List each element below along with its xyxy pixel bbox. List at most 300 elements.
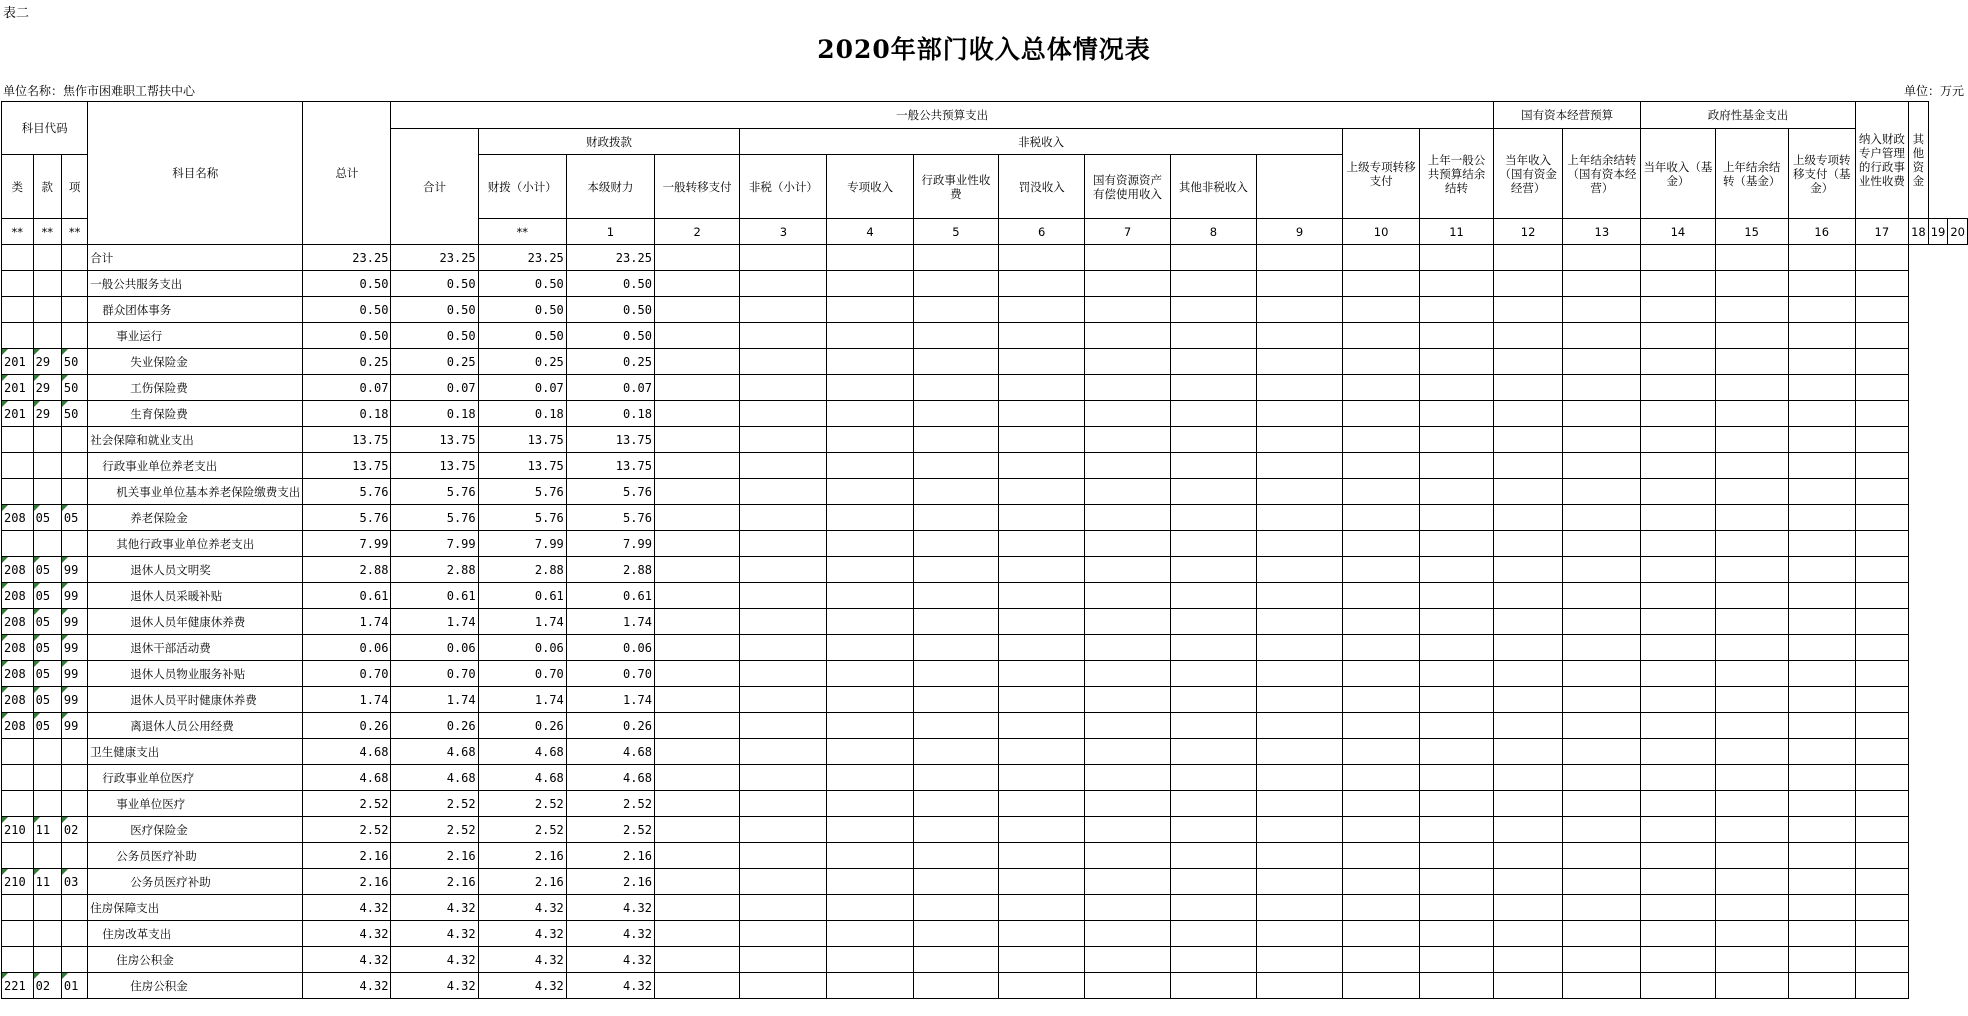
code-lei-cell: 208 (2, 713, 34, 739)
empty-cell (1855, 635, 1908, 661)
subtotal-cell: 0.50 (391, 271, 478, 297)
column-number-cell: 10 (1342, 219, 1419, 245)
table-row (2, 895, 1968, 921)
code-xiang-cell (61, 479, 87, 505)
empty-cell (1170, 791, 1256, 817)
subject-name-cell: 机关事业单位基本养老保险缴费支出 (88, 479, 303, 505)
empty-cell (654, 921, 739, 947)
empty-cell (827, 505, 913, 531)
local-finance-cell: 13.75 (566, 427, 654, 453)
fiscal-subtotal-cell: 2.88 (478, 557, 566, 583)
empty-cell (1493, 375, 1563, 401)
code-xiang-cell: 99 (61, 583, 87, 609)
empty-cell (827, 583, 913, 609)
empty-cell (1257, 739, 1343, 765)
empty-cell (740, 635, 827, 661)
code-xiang-cell: 01 (61, 973, 87, 999)
local-finance-cell: 0.50 (566, 297, 654, 323)
empty-cell (1788, 739, 1855, 765)
local-finance-cell: 4.32 (566, 921, 654, 947)
header-non-tax-subtotal: 非税（小计） (740, 155, 827, 219)
empty-cell (913, 479, 998, 505)
subtotal-cell: 1.74 (391, 687, 478, 713)
empty-cell (1085, 297, 1170, 323)
empty-cell (654, 739, 739, 765)
empty-cell (1715, 635, 1788, 661)
empty-cell (1257, 427, 1343, 453)
header-fund-prev: 上年结余结转（基金） (1715, 129, 1788, 219)
header-general-budget: 一般公共预算支出 (391, 102, 1493, 129)
empty-cell (654, 245, 739, 271)
empty-cell (1085, 947, 1170, 973)
empty-cell (1563, 609, 1641, 635)
code-lei-cell: 201 (2, 349, 34, 375)
empty-cell (827, 661, 913, 687)
code-kuan-cell (33, 739, 61, 765)
fiscal-subtotal-cell: 4.32 (478, 895, 566, 921)
code-lei-cell (2, 245, 34, 271)
empty-cell (1170, 843, 1256, 869)
empty-cell (1420, 635, 1494, 661)
empty-cell (1641, 557, 1715, 583)
empty-cell (999, 323, 1085, 349)
empty-cell (999, 297, 1085, 323)
sheet-label: 表二 (3, 6, 30, 21)
empty-cell (1855, 661, 1908, 687)
empty-cell (1855, 817, 1908, 843)
fiscal-subtotal-cell: 0.06 (478, 635, 566, 661)
empty-cell (913, 947, 998, 973)
empty-cell (654, 453, 739, 479)
empty-cell (913, 531, 998, 557)
empty-cell (1715, 349, 1788, 375)
empty-cell (1493, 687, 1563, 713)
empty-cell (1342, 895, 1419, 921)
empty-cell (827, 739, 913, 765)
empty-cell (654, 271, 739, 297)
empty-cell (1342, 245, 1419, 271)
table-row (2, 583, 1968, 609)
empty-cell (1715, 271, 1788, 297)
empty-cell (1342, 375, 1419, 401)
local-finance-cell: 5.76 (566, 479, 654, 505)
code-xiang-cell (61, 739, 87, 765)
code-lei-cell: 208 (2, 609, 34, 635)
subject-name-cell: 卫生健康支出 (88, 739, 303, 765)
empty-cell (1170, 947, 1256, 973)
empty-cell (1855, 531, 1908, 557)
subtotal-cell: 4.32 (391, 921, 478, 947)
subtotal-cell: 2.16 (391, 843, 478, 869)
code-xiang-cell (61, 323, 87, 349)
empty-cell (1715, 687, 1788, 713)
empty-cell (1257, 583, 1343, 609)
total-cell: 0.18 (303, 401, 391, 427)
local-finance-cell: 4.32 (566, 895, 654, 921)
empty-cell (1641, 375, 1715, 401)
code-lei-cell: 210 (2, 869, 34, 895)
fiscal-subtotal-cell: 2.52 (478, 791, 566, 817)
table-row (2, 375, 1968, 401)
subject-name-cell: 退休人员采暖补贴 (88, 583, 303, 609)
header-state-asset-income: 国有资源资产有偿使用收入 (1085, 155, 1170, 219)
empty-cell (1170, 869, 1256, 895)
empty-cell (1563, 791, 1641, 817)
empty-cell (1855, 609, 1908, 635)
empty-cell (999, 713, 1085, 739)
empty-cell (740, 271, 827, 297)
local-finance-cell: 0.50 (566, 323, 654, 349)
empty-cell (1641, 765, 1715, 791)
column-number-cell: ** (61, 219, 87, 245)
empty-cell (1420, 531, 1494, 557)
empty-cell (1493, 583, 1563, 609)
empty-cell (827, 531, 913, 557)
empty-cell (1257, 973, 1343, 999)
code-lei-cell (2, 297, 34, 323)
subtotal-cell: 4.32 (391, 947, 478, 973)
code-xiang-cell (61, 453, 87, 479)
empty-cell (1170, 271, 1256, 297)
empty-cell (913, 869, 998, 895)
empty-cell (1641, 479, 1715, 505)
empty-cell (1420, 245, 1494, 271)
header-special-account: 纳入财政专户管理的行政事业性收费 (1855, 102, 1908, 219)
subject-name-cell: 事业运行 (88, 323, 303, 349)
empty-cell (1493, 791, 1563, 817)
empty-cell (1170, 401, 1256, 427)
empty-cell (1788, 401, 1855, 427)
code-xiang-cell (61, 427, 87, 453)
empty-cell (1715, 713, 1788, 739)
empty-cell (1788, 427, 1855, 453)
empty-cell (1493, 453, 1563, 479)
empty-cell (1563, 661, 1641, 687)
empty-cell (1563, 921, 1641, 947)
code-kuan-cell (33, 531, 61, 557)
column-number-cell: 18 (1909, 219, 1929, 245)
fiscal-subtotal-cell: 4.68 (478, 765, 566, 791)
table-row (2, 323, 1968, 349)
table-row (2, 609, 1968, 635)
empty-cell (654, 427, 739, 453)
code-lei-cell: 208 (2, 635, 34, 661)
subtotal-cell: 4.68 (391, 765, 478, 791)
empty-cell (654, 817, 739, 843)
local-finance-cell: 2.52 (566, 791, 654, 817)
code-kuan-cell: 29 (33, 349, 61, 375)
fiscal-subtotal-cell: 0.25 (478, 349, 566, 375)
empty-cell (1563, 947, 1641, 973)
empty-cell (1342, 869, 1419, 895)
empty-cell (1641, 895, 1715, 921)
empty-cell (1641, 921, 1715, 947)
empty-cell (1563, 349, 1641, 375)
empty-cell (1715, 791, 1788, 817)
empty-cell (1641, 817, 1715, 843)
table-row (2, 297, 1968, 323)
empty-cell (1855, 271, 1908, 297)
empty-cell (999, 791, 1085, 817)
empty-cell (827, 271, 913, 297)
empty-cell (1715, 947, 1788, 973)
empty-cell (1342, 765, 1419, 791)
empty-cell (913, 843, 998, 869)
subject-name-cell: 失业保险金 (88, 349, 303, 375)
empty-cell (1085, 583, 1170, 609)
column-number-cell: 9 (1257, 219, 1343, 245)
empty-cell (1788, 921, 1855, 947)
empty-cell (1342, 687, 1419, 713)
empty-cell (1493, 271, 1563, 297)
header-kuan: 款 (33, 155, 61, 219)
empty-cell (740, 609, 827, 635)
fiscal-subtotal-cell: 4.32 (478, 947, 566, 973)
empty-cell (827, 921, 913, 947)
fiscal-subtotal-cell: 0.26 (478, 713, 566, 739)
empty-cell (654, 791, 739, 817)
empty-cell (654, 323, 739, 349)
header-fund-current: 当年收入（基金） (1641, 129, 1715, 219)
empty-cell (1420, 947, 1494, 973)
total-cell: 4.32 (303, 895, 391, 921)
empty-cell (1170, 921, 1256, 947)
local-finance-cell: 0.26 (566, 713, 654, 739)
empty-cell (1085, 817, 1170, 843)
subtotal-cell: 4.32 (391, 895, 478, 921)
unit-name: 单位名称：焦作市困难职工帮扶中心 (3, 84, 196, 98)
header-admin-fees: 行政事业性收费 (913, 155, 998, 219)
empty-cell (1855, 843, 1908, 869)
empty-cell (1420, 869, 1494, 895)
table-row (2, 973, 1968, 999)
header-gov-fund: 政府性基金支出 (1641, 102, 1855, 129)
empty-cell (913, 791, 998, 817)
code-kuan-cell (33, 297, 61, 323)
code-kuan-cell: 11 (33, 817, 61, 843)
empty-cell (740, 557, 827, 583)
subject-name-cell: 一般公共服务支出 (88, 271, 303, 297)
empty-cell (999, 401, 1085, 427)
empty-cell (999, 739, 1085, 765)
empty-cell (1493, 609, 1563, 635)
code-xiang-cell: 99 (61, 713, 87, 739)
total-cell: 2.16 (303, 843, 391, 869)
subtotal-cell: 7.99 (391, 531, 478, 557)
subject-name-cell: 退休人员平时健康休养费 (88, 687, 303, 713)
empty-cell (827, 817, 913, 843)
table-row (2, 687, 1968, 713)
empty-cell (913, 297, 998, 323)
empty-cell (654, 869, 739, 895)
code-lei-cell: 208 (2, 583, 34, 609)
empty-cell (654, 713, 739, 739)
empty-cell (1641, 973, 1715, 999)
empty-cell (913, 505, 998, 531)
total-cell: 0.61 (303, 583, 391, 609)
empty-cell (1788, 869, 1855, 895)
code-lei-cell (2, 453, 34, 479)
empty-cell (654, 687, 739, 713)
empty-cell (740, 375, 827, 401)
fiscal-subtotal-cell: 2.16 (478, 843, 566, 869)
header-upper-special-transfer: 上级专项转移支付 (1342, 129, 1419, 219)
empty-cell (1641, 271, 1715, 297)
code-xiang-cell: 99 (61, 557, 87, 583)
empty-cell (999, 609, 1085, 635)
subject-name-cell: 退休人员文明奖 (88, 557, 303, 583)
empty-cell (740, 349, 827, 375)
empty-cell (1563, 843, 1641, 869)
empty-cell (740, 739, 827, 765)
column-number-cell: 20 (1948, 219, 1968, 245)
code-xiang-cell (61, 791, 87, 817)
local-finance-cell: 2.16 (566, 843, 654, 869)
empty-cell (1257, 453, 1343, 479)
column-number-cell: 16 (1788, 219, 1855, 245)
empty-cell (740, 947, 827, 973)
subject-name-cell: 医疗保险金 (88, 817, 303, 843)
code-kuan-cell (33, 791, 61, 817)
subtotal-cell: 2.16 (391, 869, 478, 895)
code-xiang-cell: 05 (61, 505, 87, 531)
subject-name-cell: 住房公积金 (88, 947, 303, 973)
empty-cell (1493, 921, 1563, 947)
code-kuan-cell: 02 (33, 973, 61, 999)
empty-cell (740, 427, 827, 453)
local-finance-cell: 0.50 (566, 271, 654, 297)
empty-cell (1420, 375, 1494, 401)
empty-cell (1170, 739, 1256, 765)
table-row (2, 349, 1968, 375)
column-number-cell: 6 (999, 219, 1085, 245)
empty-cell (1715, 375, 1788, 401)
column-number-cell: ** (2, 219, 34, 245)
empty-cell (1420, 453, 1494, 479)
empty-cell (1420, 401, 1494, 427)
local-finance-cell: 2.52 (566, 817, 654, 843)
empty-cell (999, 531, 1085, 557)
empty-cell (999, 843, 1085, 869)
code-kuan-cell: 29 (33, 401, 61, 427)
empty-cell (1085, 765, 1170, 791)
code-lei-cell: 208 (2, 661, 34, 687)
table-row (2, 765, 1968, 791)
table-row (2, 401, 1968, 427)
empty-cell (654, 479, 739, 505)
code-kuan-cell: 05 (33, 661, 61, 687)
empty-cell (654, 557, 739, 583)
code-kuan-cell (33, 765, 61, 791)
empty-cell (1788, 375, 1855, 401)
code-lei-cell: 221 (2, 973, 34, 999)
empty-cell (1493, 557, 1563, 583)
code-lei-cell: 208 (2, 687, 34, 713)
empty-cell (913, 921, 998, 947)
empty-cell (827, 895, 913, 921)
total-cell: 0.26 (303, 713, 391, 739)
empty-cell (1342, 583, 1419, 609)
subject-name-cell: 生育保险费 (88, 401, 303, 427)
empty-cell (1855, 245, 1908, 271)
fiscal-subtotal-cell: 1.74 (478, 687, 566, 713)
fiscal-subtotal-cell: 0.50 (478, 271, 566, 297)
total-cell: 0.70 (303, 661, 391, 687)
empty-cell (999, 869, 1085, 895)
column-number-cell: 8 (1170, 219, 1256, 245)
empty-cell (654, 349, 739, 375)
empty-cell (1257, 505, 1343, 531)
empty-cell (1257, 245, 1343, 271)
empty-cell (913, 453, 998, 479)
empty-cell (654, 609, 739, 635)
empty-cell (827, 869, 913, 895)
code-xiang-cell (61, 245, 87, 271)
empty-cell (827, 973, 913, 999)
empty-cell (1257, 661, 1343, 687)
column-number-cell: 2 (654, 219, 739, 245)
code-kuan-cell: 05 (33, 635, 61, 661)
empty-cell (1342, 401, 1419, 427)
empty-cell (740, 531, 827, 557)
empty-cell (1855, 739, 1908, 765)
total-cell: 0.50 (303, 271, 391, 297)
header-fund-transfer: 上级专项转移支付（基金） (1788, 129, 1855, 219)
empty-cell (1788, 349, 1855, 375)
empty-cell (1420, 765, 1494, 791)
empty-cell (1170, 609, 1256, 635)
empty-cell (654, 531, 739, 557)
code-xiang-cell: 02 (61, 817, 87, 843)
empty-cell (1085, 453, 1170, 479)
empty-cell (740, 973, 827, 999)
subtotal-cell: 2.52 (391, 817, 478, 843)
empty-cell (1855, 947, 1908, 973)
empty-cell (1257, 297, 1343, 323)
empty-cell (1788, 323, 1855, 349)
empty-cell (1170, 895, 1256, 921)
subtotal-cell: 0.07 (391, 375, 478, 401)
subtotal-cell: 23.25 (391, 245, 478, 271)
total-cell: 5.76 (303, 505, 391, 531)
empty-cell (1563, 375, 1641, 401)
empty-cell (1715, 453, 1788, 479)
empty-cell (1342, 713, 1419, 739)
empty-cell (913, 687, 998, 713)
empty-cell (1085, 349, 1170, 375)
empty-cell (740, 323, 827, 349)
header-lei: 类 (2, 155, 34, 219)
empty-cell (1420, 297, 1494, 323)
empty-cell (999, 271, 1085, 297)
empty-cell (1170, 479, 1256, 505)
empty-cell (1641, 791, 1715, 817)
table-row (2, 713, 1968, 739)
empty-cell (1342, 661, 1419, 687)
header-fiscal-alloc: 财政拨款 (478, 129, 740, 155)
subject-name-cell: 离退休人员公用经费 (88, 713, 303, 739)
empty-cell (1493, 635, 1563, 661)
empty-cell (1493, 505, 1563, 531)
empty-cell (654, 973, 739, 999)
subject-name-cell: 养老保险金 (88, 505, 303, 531)
empty-cell (1170, 453, 1256, 479)
empty-cell (1493, 739, 1563, 765)
empty-cell (1788, 245, 1855, 271)
empty-cell (1420, 557, 1494, 583)
empty-cell (1788, 479, 1855, 505)
code-xiang-cell (61, 531, 87, 557)
